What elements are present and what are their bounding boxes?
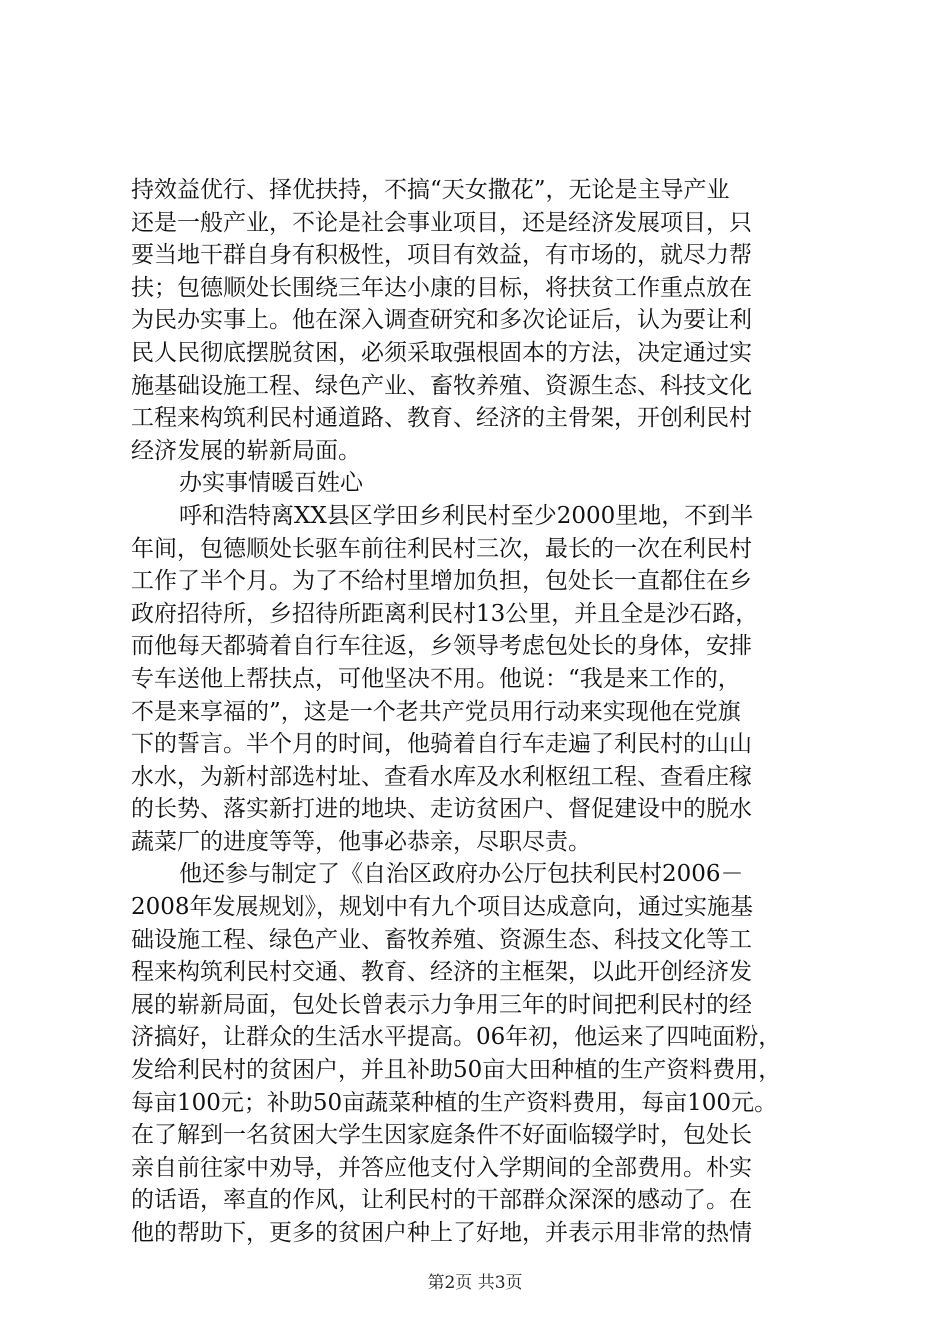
text-line: 发给利民村的贫困户，并且补助50亩大田种植的生产资料费用， (131, 1057, 782, 1084)
text-line: 而他每天都骑着自行车往返，乡领导考虑包处长的身体，安排 (131, 633, 752, 660)
text-line: 水水，为新村部选村址、查看水库及水利枢纽工程、查看庄稼 (131, 763, 752, 790)
text-line: 他的帮助下，更多的贫困户种上了好地，并表示用非常的热情 (131, 1220, 752, 1246)
text-line: 年间，包德顺处长驱车前往利民村三次，最长的一次在利民村 (131, 535, 752, 562)
text-line: 不是来享福的”，这是一个老共产党员用行动来实现他在党旗 (131, 698, 741, 725)
text-line: 经济发展的崭新局面。 (131, 437, 361, 464)
text-line: 蔬菜厂的进度等等，他事必恭亲，尽职尽责。 (131, 828, 591, 855)
paragraph-visits (131, 500, 851, 859)
text-line: 为民办实事上。他在深入调查研究和多次论证后，认为要让利 (131, 307, 752, 334)
text-line: 的话语，率直的作风，让利民村的干部群众深深的感动了。在 (131, 1187, 752, 1214)
text-line: 施基础设施工程、绿色产业、畜牧养殖、资源生态、科技文化 (131, 372, 752, 399)
text-line: 政府招待所，乡招待所距离利民村13公里，并且全是沙石路， (131, 600, 759, 627)
text-line: 每亩100元；补助50亩蔬菜种植的生产资料费用，每亩100元。 (131, 1089, 778, 1116)
text-line: 础设施工程、绿色产业、畜牧养殖、资源生态、科技文化等工 (131, 926, 752, 953)
body-text (131, 174, 851, 1250)
text-line: 民人民彻底摆脱贫困，必须采取强根固本的方法，决定通过实 (131, 339, 752, 366)
text-line: 程来构筑利民村交通、教育、经济的主框架，以此开创经济发 (131, 959, 752, 986)
text-line: 的长势、落实新打进的地块、走访贫困户、督促建设中的脱水 (131, 796, 752, 823)
text-line: 2008年发展规划》，规划中有九个项目达成意向，通过实施基 (131, 894, 754, 921)
text-line: 呼和浩特离XX县区学田乡利民村至少2000里地，不到半 (179, 502, 754, 529)
text-line: 下的誓言。半个月的时间，他骑着自行车走遍了利民村的山山 (131, 731, 752, 758)
paragraph-planning (131, 858, 851, 1249)
text-line: 扶；包德顺处长围绕三年达小康的目标，将扶贫工作重点放在 (131, 274, 752, 301)
text-line: 专车送他上帮扶点，可他坚决不用。他说：“我是来工作的， (131, 665, 741, 692)
text-line: 要当地干群自身有积极性，项目有效益，有市场的，就尽力帮 (131, 242, 752, 269)
text-line: 工作了半个月。为了不给村里增加负担，包处长一直都住在乡 (131, 568, 752, 595)
text-line: 还是一般产业，不论是社会事业项目，还是经济发展项目，只 (131, 209, 752, 236)
text-line: 他还参与制定了《自治区政府办公厅包扶利民村2006－ (179, 861, 744, 888)
text-line: 办实事情暖百姓心 (179, 470, 363, 497)
text-line: 工程来构筑利民村通道路、教育、经济的主骨架，开创利民村 (131, 405, 752, 432)
section-heading (131, 467, 851, 500)
page-footer: 第2页 共3页 (427, 1273, 523, 1293)
paragraph-strategy (131, 174, 851, 467)
text-line: 济搞好，让群众的生活水平提高。06年初，他运来了四吨面粉， (131, 1024, 782, 1051)
text-line: 在了解到一名贫困大学生因家庭条件不好面临辍学时，包处长 (131, 1122, 752, 1149)
text-line: 亲自前往家中劝导，并答应他支付入学期间的全部费用。朴实 (131, 1154, 752, 1181)
text-line: 展的崭新局面，包处长曾表示力争用三年的时间把利民村的经 (131, 991, 752, 1018)
text-line: 持效益优行、择优扶持，不搞“天女撒花”，无论是主导产业 (131, 177, 730, 203)
